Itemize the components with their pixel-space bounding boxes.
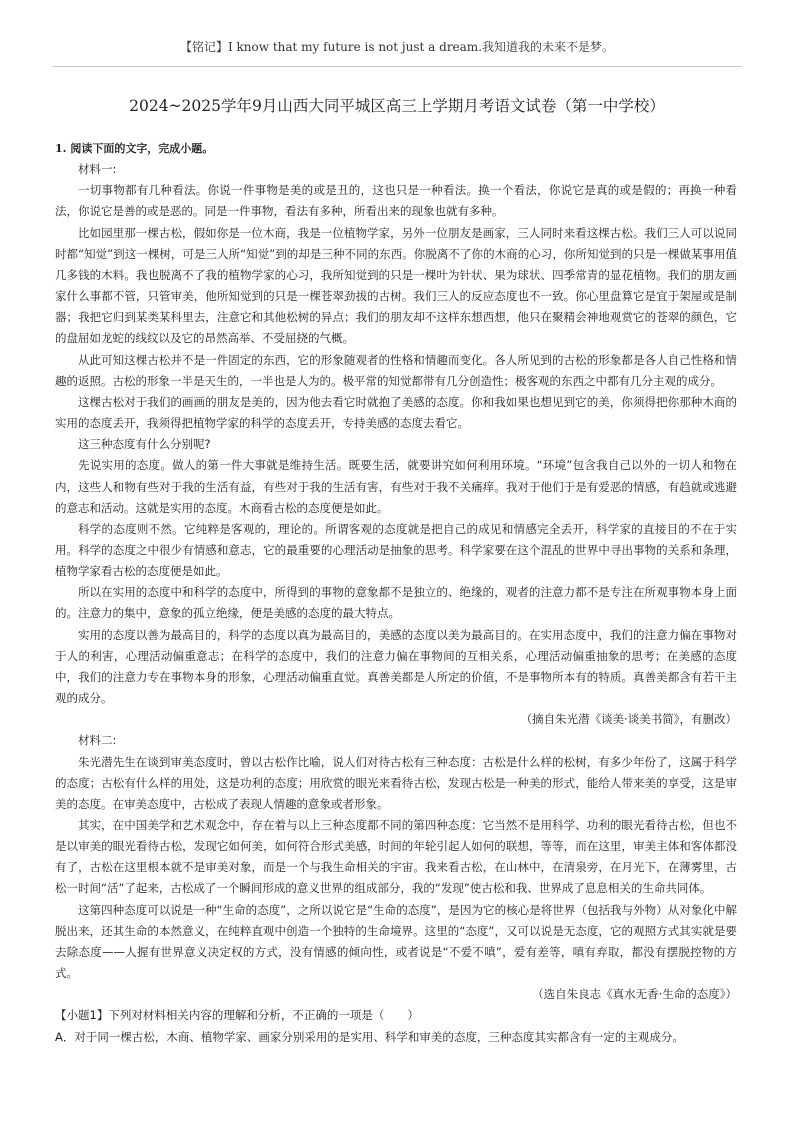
material-1-paragraph: 实用的态度以善为最高目的，科学的态度以真为最高目的，美感的态度以美为最高目的。在实用态度中，我们的注意力偏在事物对于人的利害，心理活动偏重意志；在科学的态度中，我们的注意力偏在事物间的互相关系，心理活动偏重抽象的思考；在美感的态度中，我们的注意力专在事物本身的形象，心理活动偏重直觉。真善美都是人所定的价值，不是事物所本有的特质。真善美都含有若干主观的成分。 (55, 627, 737, 706)
material-1-paragraph: 从此可知这棵古松并不是一件固定的东西，它的形象随观者的性格和情趣而变化。各人所见到的古松的形象都是各人自己性格和情趣的返照。古松的形象一半是天生的，一半也是人为的。极平常的知觉都带有几分创造性；极客观的东西之中都有几分主观的成分。 (55, 352, 737, 388)
material-2-paragraph: 其实，在中国美学和艺术观念中，存在着与以上三种态度都不同的第四种态度：它当然不是用科学、功利的眼光看待古松，但也不是以审美的眼光看待古松，发现它如何美，如何符合形式美感，时间的年轮引起人如何的联想，等等，而在这里，审美主体和客体都没有了，古松在这里根本就不是审美对象，而是一个与我生命相关的宇宙。我来看古松，在山林中，在清泉旁，在月光下，在薄雾里，古松一时间“活”了起来，古松成了一个瞬间形成的意义世界的组成部分，我的“发现”使古松和我、世界成了息息相关的生命共同体。 (55, 818, 737, 896)
question-content (55, 138, 737, 1048)
header-motto: 【铭记】I know that my future is not just a dream.我知道我的未来不是梦。 (179, 40, 615, 54)
material-1-paragraph: 科学的态度则不然。它纯粹是客观的，理论的。所谓客观的态度就是把自己的成见和情感完全丢开，科学家的直接目的不在于实用。科学的态度之中很少有情感和意志，它的最重要的心理活动是抽象的思考。科学家要在这个混乱的世界中寻出事物的关系和条理，植物学家看古松的态度便是如此。 (55, 521, 737, 579)
option-a: A．对于同一棵古松，木商、植物学家、画家分别采用的是实用、科学和审美的态度，三种态度其实都含有一定的主观成分。 (55, 1029, 684, 1044)
material-1-source: （摘自朱光潜《谈美·谈美书简》，有删改） (520, 712, 737, 727)
material-1-paragraph: 比如园里那一棵古松，假如你是一位木商，我是一位植物学家，另外一位朋友是画家，三人同时来看这棵古松。我们三人可以说同时都“知觉”到这一棵树，可是三人所“知觉”到的却是三种不同的东西。你脱离不了你的木商的心习，你所知觉到的只是一棵做某事用值几多钱的木料。我也脱离不了我的植物学家的心习，我所知觉到的只是一棵叶为针状、果为球状、四季常青的显花植物。我们的朋友画家什么事都不管，只管审美，他所知觉到的只是一棵苍翠劲拔的古树。我们三人的反应态度也不一致。你心里盘算它是宜于架屋或是制器；我把它归到某类某科里去，注意它和其他松树的异点；我们的朋友却不这样东想西想，他只在聚精会神地观赏它的苍翠的颜色，它的盘屈如龙蛇的线纹以及它的昂然高举、不受屈挠的气概。 (55, 225, 737, 346)
exam-title: 2024~2025学年9月山西大同平城区高三上学期月考语文试卷（第一中学校） (129, 97, 665, 115)
material-2-paragraph: 这第四种态度可以说是一种“生命的态度”，之所以说它是“生命的态度”，是因为它的核心是将世界（包括我与外物）从对象化中解脱出来，还其生命的本然意义，在纯粹直观中创造一个独特的生命境界。这里的“态度”，又可以说是无态度，它的观照方式其实就是要去除态度——人握有世界意义决定权的方式，没有情感的倾向性，或者说是“不爱不嗔”，爱有差等，嗔有弃取，都没有摆脱控物的方式。 (55, 902, 737, 981)
material-1-paragraph: 先说实用的态度。做人的第一件大事就是维持生活。既要生活，就要讲究如何利用环境。“环境”包含我自己以外的一切人和物在内，这些人和物有些对于我的生活有益，有些对于我的生活有害，有些对于我不关痛痒。我对于他们于是有爱恶的情感，有趋就或逃避的意志和活动。这就是实用的态度。木商看古松的态度便是如此。 (55, 458, 737, 515)
material-1-label: 材料一: (78, 162, 117, 177)
material-2-label: 材料二: (78, 733, 117, 748)
material-1-paragraph: 一切事物都有几种看法。你说一件事物是美的或是丑的，这也只是一种看法。换一个看法，你说它是真的或是假的；再换一种看法，你说它是善的或是恶的。同是一件事物，看法有多种，所看出来的现象也就有多种。 (55, 183, 737, 219)
header-divider (52, 66, 742, 67)
material-2-paragraph: 朱光潜先生在谈到审美态度时，曾以古松作比喻，说人们对待古松有三种态度：古松是什么样的松树，有多少年份了，这属于科学的态度；古松有什么样的用处，这是功利的态度；用欣赏的眼光来看待古松，发现古松是一种美的形式，能给人带来美的享受，这是审美的态度。在审美态度中，古松成了表现人情趣的意象或者形象。 (55, 754, 737, 811)
question-number-line: 1. 阅读下面的文字，完成小题。 (55, 142, 214, 155)
material-1-paragraph: 这棵古松对于我们的画画的朋友是美的，因为他去看它时就抱了美感的态度。你和我如果也想见到它的美，你须得把你那种木商的实用的态度丢开，我须得把植物学家的科学的态度丢开，专持美感的态度去看它。 (55, 394, 737, 431)
material-1-paragraph: 这三种态度有什么分别呢? (78, 437, 211, 452)
material-2-source: （选自朱良志《真水无香·生命的态度》） (532, 987, 737, 1002)
sub-question-1-prompt: 【小题1】下列对材料相关内容的理解和分析，不正确的一项是（ ） (55, 1008, 419, 1023)
material-1-paragraph: 所以在实用的态度中和科学的态度中，所得到的事物的意象都不是独立的、绝缘的，观者的注意力都不是专注在所观事物本身上面的。注意力的集中，意象的孤立绝缘，便是美感的态度的最大特点。 (55, 585, 737, 621)
